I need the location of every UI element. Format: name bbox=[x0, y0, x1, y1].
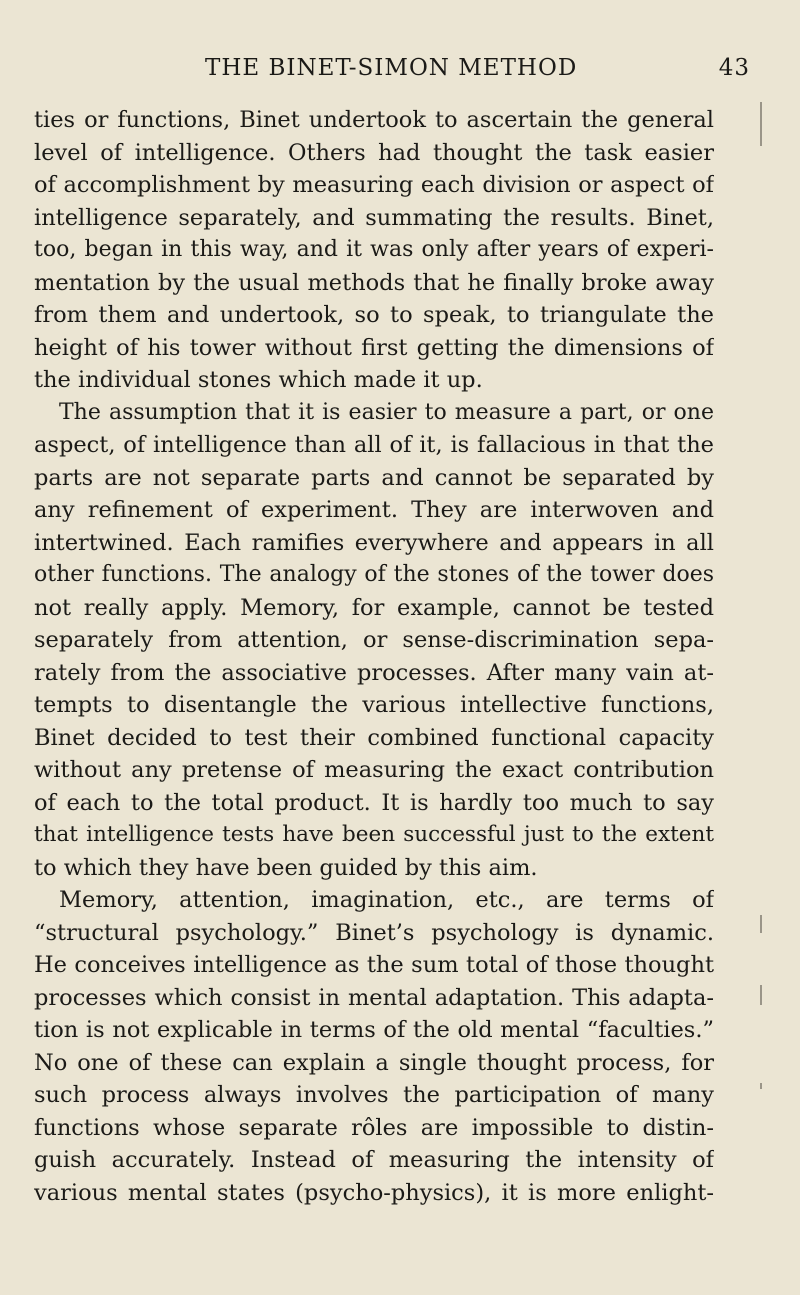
text-line: of accomplishment by measuring each division or aspect of bbox=[34, 172, 714, 198]
margin-show-through-mark bbox=[760, 102, 762, 146]
paragraph-start-line: Memory, attention, imagination, etc., are terms of bbox=[59, 887, 714, 913]
text-line: without any pretense of measuring the exact contribution bbox=[34, 757, 714, 783]
text-line: intertwined. Each ramifies everywhere and appears in all bbox=[34, 529, 714, 556]
text-line: to which they have been guided by this aim. bbox=[34, 854, 538, 881]
text-line: any refinement of experiment. They are interwoven and bbox=[34, 497, 714, 523]
margin-show-through-mark bbox=[760, 985, 762, 1005]
text-line: tempts to disentangle the various intellective functions, bbox=[34, 692, 714, 718]
text-line: the individual stones which made it up. bbox=[34, 367, 483, 393]
text-line: tion is not explicable in terms of the old mental “faculties.” bbox=[34, 1017, 714, 1043]
text-line: such process always involves the participation of many bbox=[34, 1082, 714, 1108]
text-line: level of intelligence. Others had thought the task easier bbox=[34, 139, 714, 166]
text-line: functions whose separate rôles are impossible to distin- bbox=[34, 1114, 714, 1141]
text-line: too, began in this way, and it was only after years of experi- bbox=[34, 237, 714, 262]
text-line: separately from attention, or sense-discrimination sepa- bbox=[34, 627, 714, 653]
text-line: intelligence separately, and summating the results. Binet, bbox=[34, 204, 714, 231]
text-line: ties or functions, Binet undertook to ascertain the general bbox=[34, 107, 714, 133]
text-line: “structural psychology.” Binet’s psychology is dynamic. bbox=[34, 919, 714, 946]
text-line: other functions. The analogy of the stones of the tower does bbox=[34, 562, 714, 587]
margin-show-through-mark bbox=[760, 1083, 762, 1089]
body-text bbox=[34, 104, 714, 1209]
page-number: 43 bbox=[718, 55, 750, 81]
text-line: guish accurately. Instead of measuring the intensity of bbox=[34, 1147, 714, 1173]
text-line: rately from the associative processes. After many vain at- bbox=[34, 659, 714, 686]
paragraph-start-line: The assumption that it is easier to measure a part, or one bbox=[59, 399, 714, 425]
margin-show-through-mark bbox=[760, 915, 762, 933]
text-line: that intelligence tests have been successful just to the extent bbox=[34, 822, 714, 847]
text-line: mentation by the usual methods that he finally broke away bbox=[34, 269, 714, 296]
text-line: not really apply. Memory, for example, cannot be tested bbox=[34, 594, 714, 621]
text-line: of each to the total product. It is hardly too much to say bbox=[34, 789, 714, 816]
running-head bbox=[205, 55, 750, 91]
text-line: parts are not separate parts and cannot be separated by bbox=[34, 464, 714, 491]
text-line: Binet decided to test their combined functional capacity bbox=[34, 724, 714, 751]
text-line: various mental states (psycho-physics), it is more enlight- bbox=[34, 1179, 714, 1206]
text-line: He conceives intelligence as the sum total of those thought bbox=[34, 952, 714, 978]
text-line: height of his tower without first getting the dimensions of bbox=[34, 334, 714, 361]
text-line: processes which consist in mental adaptation. This adapta- bbox=[34, 984, 714, 1011]
text-line: No one of these can explain a single thought process, for bbox=[34, 1049, 714, 1076]
running-head-title: THE BINET-SIMON METHOD bbox=[205, 55, 578, 81]
text-line: aspect, of intelligence than all of it, is fallacious in that the bbox=[34, 432, 714, 458]
text-line: from them and undertook, so to speak, to triangulate the bbox=[34, 302, 714, 328]
